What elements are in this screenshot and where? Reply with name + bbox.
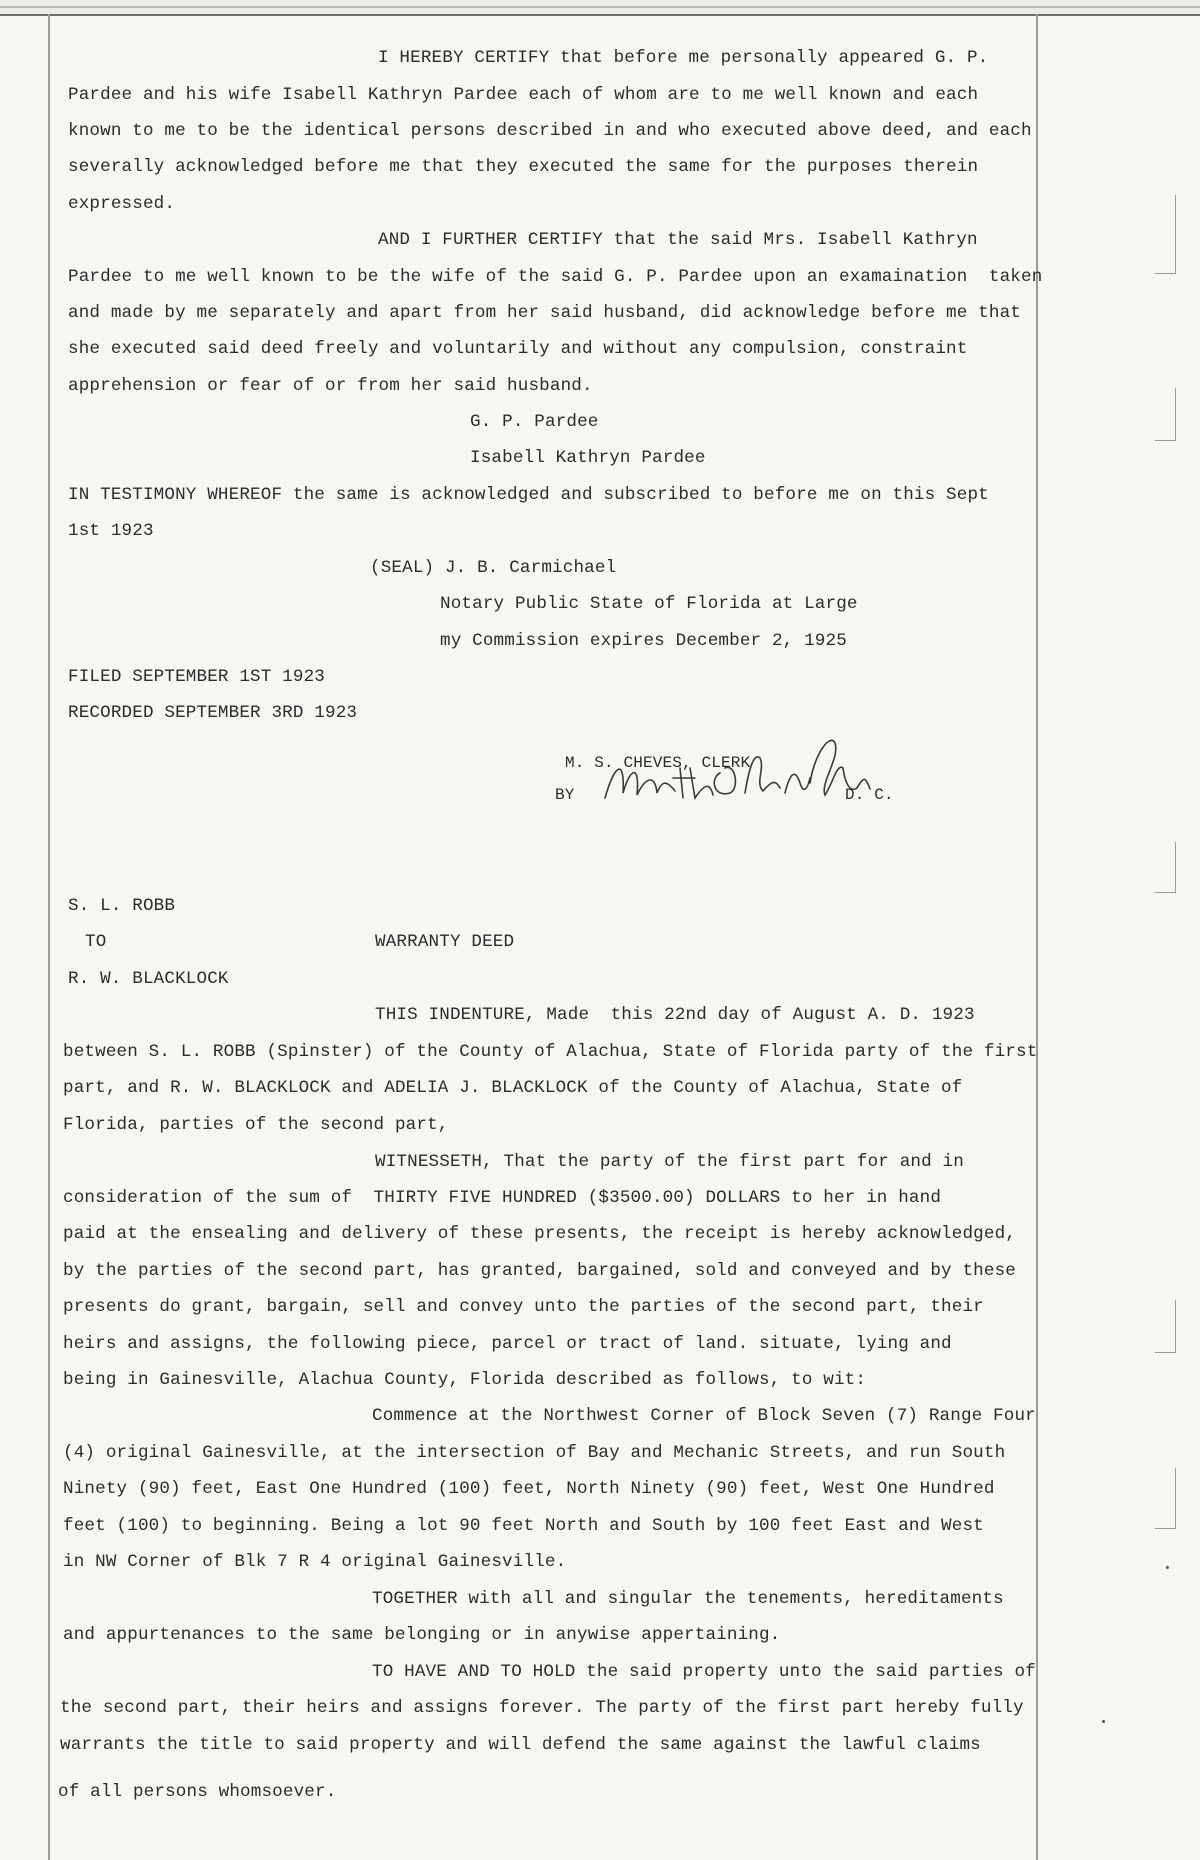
clerk-signature-block [550, 723, 930, 823]
page-top-edge [0, 0, 1200, 16]
margin-speck [1102, 1720, 1105, 1723]
legal-description-line: feet (100) to beginning. Being a lot 90 feet North and South by 100 feet East and West [63, 1516, 984, 1536]
certificate-line: she executed said deed freely and voluntarily and without any compulsion, constraint [68, 339, 968, 359]
legal-description-line: in NW Corner of Blk 7 R 4 original Gainesville. [63, 1552, 567, 1572]
right-margin-rule [1036, 14, 1038, 1860]
legal-description-line: (4) original Gainesville, at the intersection of Bay and Mechanic Streets, and run South [63, 1443, 1006, 1463]
handwritten-signature [595, 723, 895, 823]
signer-name: Isabell Kathryn Pardee [470, 448, 706, 468]
notary-name: (SEAL) J. B. Carmichael [370, 558, 617, 578]
deed-line: paid at the ensealing and delivery of these presents, the receipt is hereby acknowledged, [63, 1224, 1017, 1244]
certificate-line: Pardee to me well known to be the wife of the said G. P. Pardee upon an examaination taken [68, 267, 1043, 287]
legal-description-line: Commence at the Northwest Corner of Block Seven (7) Range Four [372, 1406, 1036, 1426]
certificate-line: and made by me separately and apart from her said husband, did acknowledge before me that [68, 303, 1022, 323]
margin-bracket-mark [1155, 195, 1176, 274]
deed-line: being in Gainesville, Alachua County, Florida described as follows, to wit: [63, 1370, 867, 1390]
deed-line: the second part, their heirs and assigns forever. The party of the first part hereby fully [60, 1698, 1024, 1718]
margin-speck [1166, 1566, 1169, 1569]
deed-line: TO HAVE AND TO HOLD the said property unto the said parties of [372, 1662, 1036, 1682]
margin-bracket-mark [1155, 388, 1176, 441]
grantee-name: R. W. BLACKLOCK [68, 969, 229, 989]
certificate-line: expressed. [68, 194, 176, 214]
clerk-name: M. S. CHEVES, CLERK [565, 754, 751, 772]
deed-line: heirs and assigns, the following piece, parcel or tract of land. situate, lying and [63, 1334, 952, 1354]
deed-line: part, and R. W. BLACKLOCK and ADELIA J. BLACKLOCK of the County of Alachua, State of [63, 1078, 963, 1098]
filed-date: FILED SEPTEMBER 1ST 1923 [68, 667, 325, 687]
grantor-name: S. L. ROBB [68, 896, 176, 916]
certificate-line: apprehension or fear of or from her said husband. [68, 376, 593, 396]
deed-line: consideration of the sum of THIRTY FIVE HUNDRED ($3500.00) DOLLARS to her in hand [63, 1188, 942, 1208]
notary-commission: my Commission expires December 2, 1925 [440, 631, 847, 651]
margin-bracket-mark [1155, 1300, 1176, 1353]
deed-line: by the parties of the second part, has granted, bargained, sold and conveyed and by these [63, 1261, 1017, 1281]
margin-bracket-mark [1155, 842, 1176, 893]
certificate-line: severally acknowledged before me that they executed the same for the purposes therein [68, 157, 979, 177]
certificate-line: known to me to be the identical persons described in and who executed above deed, and each [68, 121, 1032, 141]
deed-line: Florida, parties of the second part, [63, 1115, 449, 1135]
deed-line: and appurtenances to the same belonging or in anywise appertaining. [63, 1625, 781, 1645]
signer-name: G. P. Pardee [470, 412, 599, 432]
certificate-line: AND I FURTHER CERTIFY that the said Mrs. Isabell Kathryn [378, 230, 978, 250]
left-margin-rule [48, 14, 50, 1860]
deed-line: TOGETHER with all and singular the tenements, hereditaments [372, 1589, 1004, 1609]
deputy-clerk-label: D. C. [845, 786, 894, 804]
deed-line: THIS INDENTURE, Made this 22nd day of August A. D. 1923 [375, 1005, 975, 1025]
certificate-line: IN TESTIMONY WHEREOF the same is acknowledged and subscribed to before me on this Sept [68, 485, 989, 505]
deed-to: TO [85, 932, 107, 952]
deed-line: of all persons whomsoever. [58, 1782, 337, 1802]
deed-line: presents do grant, bargain, sell and convey unto the parties of the second part, their [63, 1297, 984, 1317]
certificate-line: I HEREBY CERTIFY that before me personally appeared G. P. [378, 48, 989, 68]
deed-line: WITNESSETH, That the party of the first part for and in [375, 1152, 964, 1172]
notary-title: Notary Public State of Florida at Large [440, 594, 858, 614]
deed-title: WARRANTY DEED [375, 932, 515, 952]
legal-description-line: Ninety (90) feet, East One Hundred (100) feet, North Ninety (90) feet, West One Hundred [63, 1479, 995, 1499]
margin-bracket-mark [1155, 1468, 1176, 1529]
certificate-line: 1st 1923 [68, 521, 154, 541]
certificate-line: Pardee and his wife Isabell Kathryn Pardee each of whom are to me well known and each [68, 85, 979, 105]
recorded-date: RECORDED SEPTEMBER 3RD 1923 [68, 703, 358, 723]
deed-line: between S. L. ROBB (Spinster) of the County of Alachua, State of Florida party of the first [63, 1042, 1038, 1062]
deed-line: warrants the title to said property and will defend the same against the lawful claims [60, 1735, 981, 1755]
clerk-by-label: BY [555, 786, 575, 804]
